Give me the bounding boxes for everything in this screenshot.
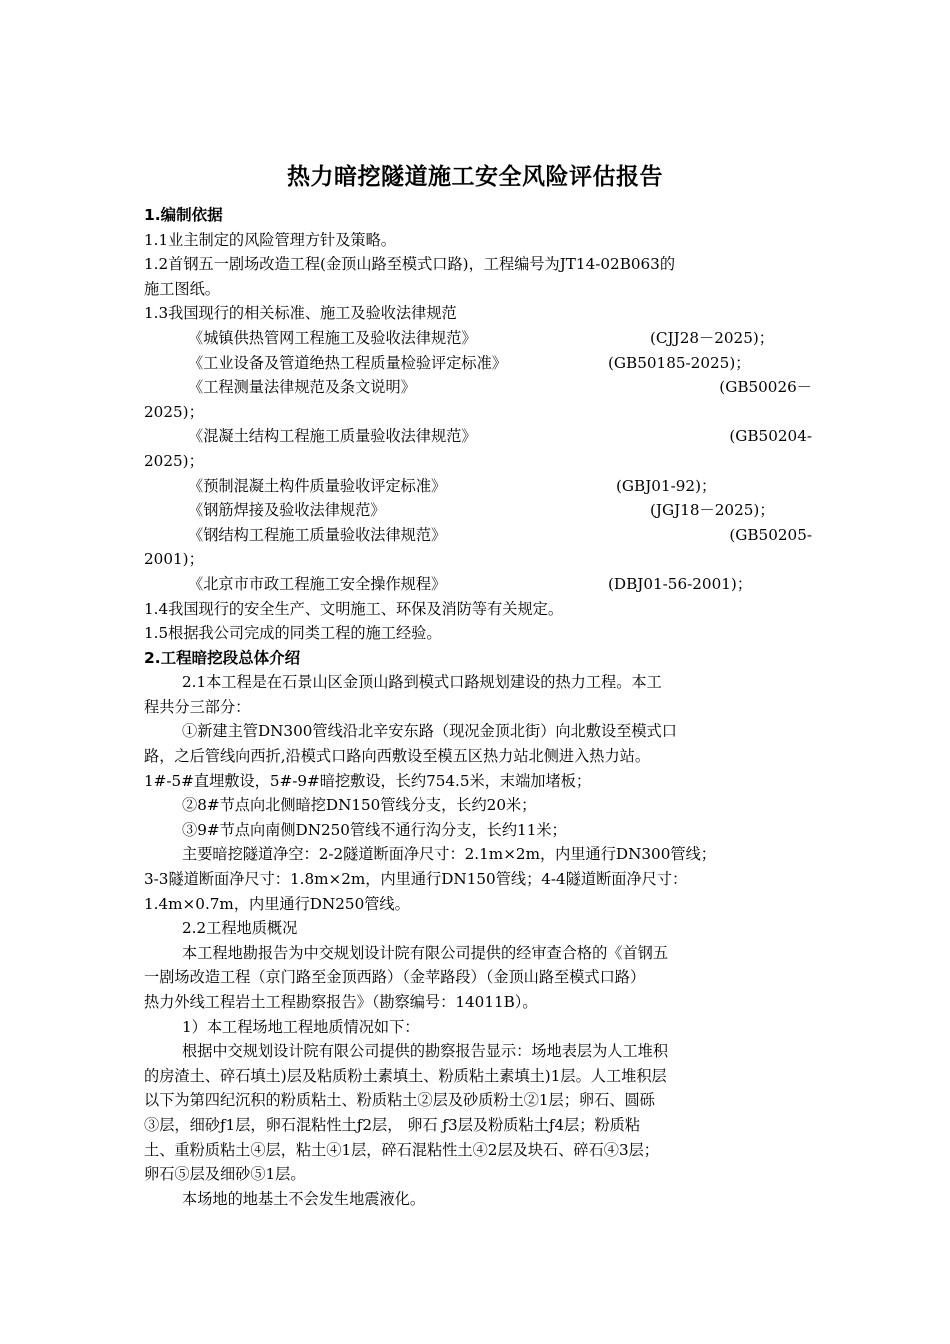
paragraph-1-4: 1.4我国现行的安全生产、文明施工、环保及消防等有关规定。 <box>144 599 564 618</box>
standard-code-cont: 2025)； <box>144 402 204 421</box>
geology-subheading: 1）本工程场地工程地质情况如下： <box>182 1017 420 1036</box>
item-3: ③9#节点向南侧DN250管线不通行沟分支，长约11米； <box>182 820 567 839</box>
cross-section-cont: 3-3隧道断面净尺寸：1.8m×2m，内里通行DN150管线；4-4隧道断面净尺寸： <box>144 870 688 889</box>
item-1-cont: 路，之后管线向西折,沿模式口路向西敷设至模五区热力站北侧进入热力站。 <box>144 747 651 766</box>
document-body <box>144 203 812 1211</box>
standard-item <box>144 351 812 376</box>
item-1-cont: 1#-5#直埋敷设，5#-9#暗挖敷设，长约754.5米，末端加堵板； <box>144 771 592 790</box>
standard-name: 《钢筋焊接及验收法律规范》 <box>188 501 386 520</box>
item-1: ①新建主管DN300管线沿北辛安东路（现况金顶北街）向北敷设至模式口 <box>182 722 677 741</box>
strata-cont: 卵石⑤层及细砂⑤1层。 <box>144 1165 306 1184</box>
standard-name: 《北京市市政工程施工安全操作规程》 <box>188 574 447 593</box>
item-2: ②8#节点向北侧暗挖DN150管线分支，长约20米； <box>182 796 537 815</box>
cross-section-cont: 1.4m×0.7m，内里通行DN250管线。 <box>144 894 410 913</box>
standard-code: (DBJ01-56-2001)； <box>608 574 753 593</box>
geology-report-cont: 热力外线工程岩土工程勘察报告》（勘察编号：14011B）。 <box>144 993 538 1011</box>
standard-item <box>144 375 812 400</box>
standard-name: 《工业设备及管道绝热工程质量检验评定标准》 <box>188 353 507 372</box>
standard-name: 《混凝土结构工程施工质量验收法律规范》 <box>188 427 477 446</box>
cross-section-paragraph: 主要暗挖隧道净空：2-2隧道断面净尺寸：2.1m×2m，内里通行DN300管线； <box>182 845 716 864</box>
standard-code: (GB50026－ <box>719 378 812 397</box>
standard-code: (GB50204- <box>729 427 812 446</box>
paragraph-1-5: 1.5根据我公司完成的同类工程的施工经验。 <box>144 624 442 643</box>
standard-code: (GBJ01-92)； <box>616 476 717 495</box>
liquefaction-note: 本场地的地基土不会发生地震液化。 <box>182 1189 425 1208</box>
standard-code-cont: 2001)； <box>144 550 204 569</box>
paragraph-2-2: 2.2工程地质概况 <box>182 919 298 938</box>
strata-cont: 以下为第四纪沉积的粉质粘土、粉质粘土②层及砂质粉土②1层；卵石、圆砾 <box>144 1091 655 1110</box>
standard-code: (GB50185-2025)； <box>608 353 751 372</box>
paragraph-1-2: 1.2首钢五一剧场改造工程(金顶山路至模式口路)，工程编号为JT14-02B063的 <box>144 255 676 274</box>
standard-name: 《钢结构工程施工质量验收法律规范》 <box>188 525 447 544</box>
section-heading-1: 1.编制依据 <box>144 206 223 224</box>
standard-code: (GB50205- <box>729 525 812 544</box>
paragraph-2-1-cont: 程共分三部分： <box>144 697 251 716</box>
standard-item <box>144 572 812 597</box>
standard-name: 《预制混凝土构件质量验收评定标准》 <box>188 476 447 495</box>
standard-name: 《城镇供热管网工程施工及验收法律规范》 <box>188 328 477 347</box>
page-title: 热力暗挖隧道施工安全风险评估报告 <box>287 164 663 190</box>
strata-cont: ③层，细砂ƒ1层，卵石混粘性土ƒ2层， 卵石 ƒ3层及粉质粘土ƒ4层；粉质粘 <box>144 1115 641 1134</box>
standard-item <box>144 498 812 523</box>
strata-cont: 土、重粉质粘土④层，粘土④1层，碎石混粘性土④2层及块石、碎石④3层； <box>144 1140 659 1159</box>
standard-item <box>144 474 812 499</box>
geology-report-cont: 一剧场改造工程（京门路至金顶西路）（金苹路段）（金顶山路至模式口路） <box>144 968 646 987</box>
standard-item <box>144 424 812 449</box>
standard-code: (JGJ18－2025)； <box>650 501 775 520</box>
standard-name: 《工程测量法律规范及条文说明》 <box>188 378 416 397</box>
section-heading-2: 2.工程暗挖段总体介绍 <box>144 648 301 667</box>
standard-item <box>144 523 812 548</box>
strata-paragraph: 根据中交规划设计院有限公司提供的勘察报告显示：场地表层为人工堆积 <box>182 1042 668 1061</box>
paragraph-2-1: 2.1本工程是在石景山区金顶山路到模式口路规划建设的热力工程。本工 <box>182 673 662 692</box>
standard-code: (CJJ28－2025)； <box>650 328 774 347</box>
geology-report-paragraph: 本工程地勘报告为中交规划设计院有限公司提供的经审查合格的《首钢五 <box>182 943 668 962</box>
paragraph-1-3: 1.3我国现行的相关标准、施工及验收法律规范 <box>144 304 457 323</box>
strata-cont: 的房渣土、碎石填土)层及粘质粉土素填土、粉质粘土素填土)1层。人工堆积层 <box>144 1066 667 1085</box>
standard-item <box>144 326 812 351</box>
paragraph-1-2-cont: 施工图纸。 <box>144 279 220 298</box>
paragraph-1-1: 1.1业主制定的风险管理方针及策略。 <box>144 230 396 249</box>
standard-code-cont: 2025)； <box>144 451 204 470</box>
